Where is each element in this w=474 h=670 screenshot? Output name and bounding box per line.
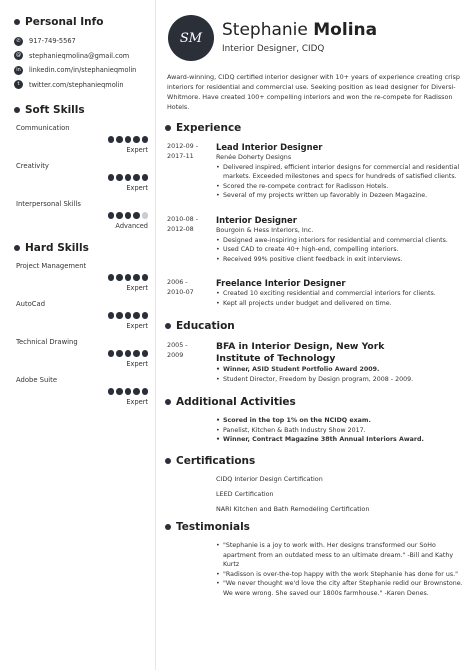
soft-skills-heading: Soft Skills [14,104,148,116]
rating-dot-filled [133,312,140,319]
entry-title: Freelance Interior Designer [216,278,346,288]
entry-body [216,215,463,264]
rating-dot-filled [108,388,115,395]
testimonials-heading: Testimonials [165,521,250,533]
skill-item [14,200,148,230]
contact-phone[interactable]: ✆ 917-749-5567 [14,34,148,49]
rating-dot-filled [116,174,123,181]
education-heading: Education [165,320,235,332]
entry-title: BFA in Interior Design, New York Institute of Technology [216,341,385,364]
contact-linkedin[interactable]: in linkedin.com/in/stephanieqmolin [14,63,148,78]
skill-level: Expert [126,322,148,330]
skill-rating [106,136,149,143]
rating-dot-filled [116,212,123,219]
skill-item [14,124,148,154]
entry-dates: 2012-09 - 2017-11 [167,142,199,160]
skill-rating [106,350,149,357]
candidate-name [222,20,377,40]
entry-body [216,142,463,201]
testimonial-item: • "Stephanie is a joy to work with. Her designs transformed our SoHo apartment from an outdated mess to an ultimate dream." -Bill and Kathy Kurtz [216,541,463,570]
first-name: Stephanie [222,20,308,40]
entry-body [216,278,463,308]
rating-dot-filled [142,174,149,181]
soft-skills-section [14,104,148,230]
contact-email[interactable]: @ stephanieqmolina@gmail.com [16,51,130,60]
entry-bullets [216,365,463,384]
contact-twitter[interactable]: t twitter.com/stephanieqmolin [14,78,148,93]
skill-level: Expert [126,146,148,154]
section-bullet-icon [165,524,171,530]
rating-dot-filled [108,350,115,357]
testimonial-item: • "We never thought we'd love the city after Stephanie redid our Brownstone. We were wrong. She saved our 1800s farmhouse." -Karen Denes. [216,579,463,598]
activities-bullets [216,416,463,445]
certifications-heading: Certifications [165,455,255,467]
skill-item [14,262,148,292]
rating-dot-filled [125,312,132,319]
bullet-item: • Delivered inspired, efficient interior designs for commercial and residential markets. Exceeded milestones and specs for hundreds of satisfied clients. [216,163,463,182]
rating-dot-filled [125,136,132,143]
bullet-item: • Student Director, Freedom by Design program, 2008 - 2009. [216,375,463,385]
last-name: Molina [313,20,378,40]
bullet-item: • Winner, ASID Student Portfolio Award 2009. [216,365,463,375]
bullet-item: • Used CAD to create 40+ high-end, compelling interiors. [216,245,463,255]
entry-body [216,341,463,384]
rating-dot-filled [116,350,123,357]
bullet-item: • Created 10 exciting residential and commercial interiors for clients. [216,289,463,299]
entry-title: Interior Designer [216,215,297,225]
certification-item: LEED Certification [216,490,274,498]
rating-dot-filled [133,388,140,395]
rating-dot-filled [108,136,115,143]
summary: Award-winning, CIDQ certified interior designer with 10+ years of experience creating crisp interiors for residential and commercial use. Seeking position as lead designer for Diversi-Whitmore. Have created 100+ compelling interiors and won the re-compete for Radisson Hotels. [167,73,460,111]
rating-dot-filled [142,312,149,319]
rating-dot-filled [116,312,123,319]
skill-name: Creativity [16,162,49,170]
rating-dot-filled [142,350,149,357]
skill-item [14,338,148,368]
skill-rating [106,274,149,281]
rating-dot-filled [125,350,132,357]
section-bullet-icon [14,19,20,25]
skill-level: Advanced [115,222,148,230]
rating-dot-filled [133,136,140,143]
rating-dot-filled [125,388,132,395]
entry-body [216,541,463,599]
entry-dates: 2006 - 2010-07 [167,278,194,296]
twitter-icon: t [14,80,23,89]
skill-item [14,376,148,406]
rating-dot-filled [116,136,123,143]
entry-dates: 2005 - 2009 [167,341,188,359]
bullet-item: • Kept all projects under budget and delivered on time. [216,299,463,309]
rating-dot-filled [125,212,132,219]
column-divider [155,0,156,670]
rating-dot-filled [133,212,140,219]
bullet-item: • Received 99% positive client feedback in exit interviews. [216,255,463,265]
testimonial-item: • "Radisson is over-the-top happy with the work Stephanie has done for us." [216,570,463,580]
entry-bullets [216,289,463,308]
section-bullet-icon [14,107,20,113]
entry-company: Renée Doherty Designs [216,153,292,161]
skill-level: Expert [126,398,148,406]
certification-item: NARI Kitchen and Bath Remodeling Certification [216,505,370,513]
rating-dot-filled [142,388,149,395]
rating-dot-filled [133,174,140,181]
avatar: SM [168,15,214,61]
certification-item: CIDQ Interior Design Certification [216,475,323,483]
bullet-item: • Scored in the top 1% on the NCIDQ exam. [216,416,463,426]
skill-name: AutoCad [16,300,46,308]
skill-item [14,300,148,330]
skill-name: Project Management [16,262,87,270]
left-column [14,16,148,406]
skill-rating [106,174,149,181]
rating-dot-filled [116,274,123,281]
email-icon: @ [16,52,21,59]
rating-dot-filled [108,312,115,319]
rating-dot-filled [125,274,132,281]
skill-name: Interpersonal Skills [16,200,81,208]
skill-rating [106,212,149,219]
rating-dot-filled [108,174,115,181]
skill-item [14,162,148,192]
skill-level: Expert [126,284,148,292]
personal-info-heading: Personal Info [14,16,148,28]
experience-heading: Experience [165,122,241,134]
bullet-item: • Panelist, Kitchen & Bath Industry Show 2017. [216,426,463,436]
bullet-item: • Winner, Contract Magazine 38th Annual Interiors Award. [216,435,463,445]
activities-heading: Additional Activities [165,396,296,408]
rating-dot-filled [133,274,140,281]
rating-dot-filled [108,274,115,281]
job-title: Interior Designer, CIDQ [222,44,325,54]
hard-skills-section [14,242,148,406]
hard-skills-heading: Hard Skills [14,242,148,254]
section-bullet-icon [14,245,20,251]
rating-dot-filled [142,136,149,143]
skill-name: Adobe Suite [16,376,58,384]
entry-dates: 2010-08 - 2012-08 [167,215,199,233]
skill-level: Expert [126,184,148,192]
linkedin-icon: in [14,66,23,75]
skill-name: Communication [16,124,70,132]
section-bullet-icon [165,125,171,131]
phone-icon: ✆ [14,37,23,46]
skill-level: Expert [126,360,148,368]
entry-body [216,416,463,445]
bullet-item: • Several of my projects written up favorably in Dezeen Magazine. [216,191,463,201]
rating-dot-filled [116,388,123,395]
rating-dot-empty [142,212,149,219]
skill-rating [106,388,149,395]
rating-dot-filled [133,350,140,357]
entry-bullets [216,163,463,201]
skill-name: Technical Drawing [16,338,78,346]
bullet-item: • Designed awe-inspiring interiors for residential and commercial clients. [216,236,463,246]
section-bullet-icon [165,323,171,329]
contact-list [14,34,148,92]
entry-title: Lead Interior Designer [216,142,323,152]
entry-bullets [216,236,463,265]
rating-dot-filled [142,274,149,281]
rating-dot-filled [108,212,115,219]
testimonials-bullets [216,541,463,599]
section-bullet-icon [165,458,171,464]
skill-rating [106,312,149,319]
bullet-item: • Scored the re-compete contract for Radisson Hotels. [216,182,463,192]
entry-company: Bourgoin & Hess Interiors, Inc. [216,226,314,234]
section-bullet-icon [165,399,171,405]
rating-dot-filled [125,174,132,181]
